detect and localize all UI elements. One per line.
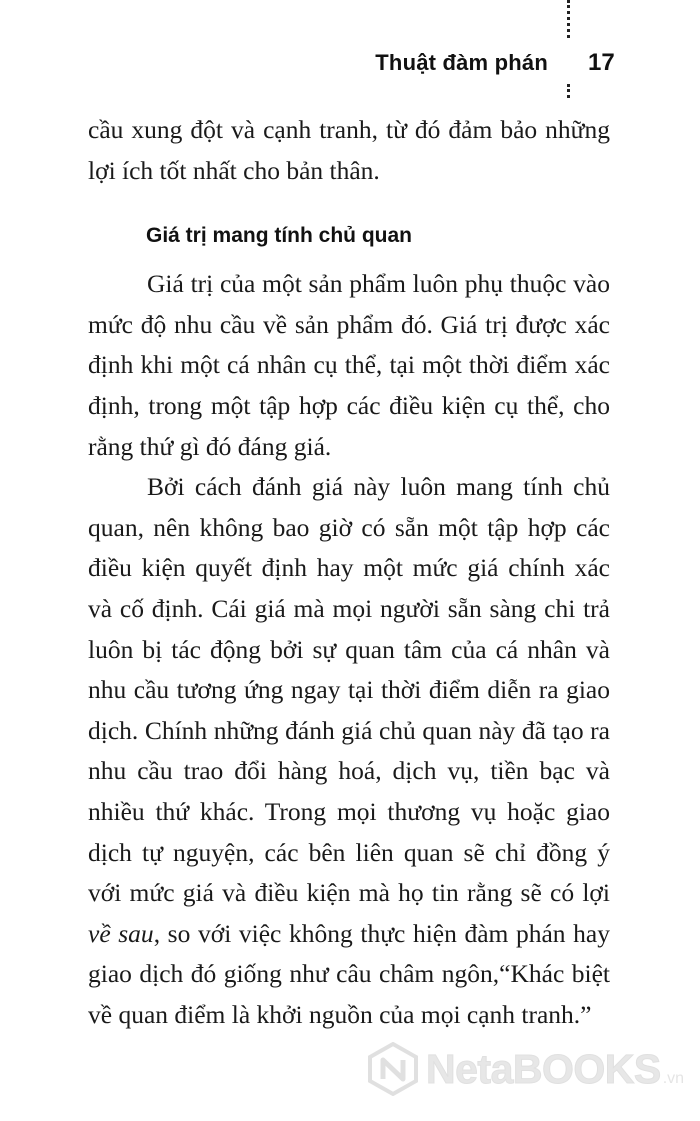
watermark: [366, 1042, 684, 1096]
page-body: [88, 110, 610, 1035]
section-gap: [88, 191, 610, 218]
watermark-suffix: .vn: [662, 1070, 685, 1087]
paragraph-2: [88, 467, 610, 1035]
page-number: 17: [588, 49, 615, 76]
paragraph-2-emphasis: về sau: [88, 918, 154, 948]
continuation-paragraph: cầu xung đột và cạnh tranh, từ đó đảm bảo những lợi ích tốt nhất cho bản thân.: [88, 115, 610, 185]
header-dotted-rule-bottom: [567, 84, 570, 98]
n-logo-icon: [366, 1042, 420, 1096]
paragraph-2-end: , so với việc không thực hiện đàm phán hay giao dịch đó giống như câu châm ngôn,“Khác biệt về quan điểm là khởi nguồn của mọi cạnh tranh.”: [88, 918, 610, 1029]
paragraph-2-start: Bởi cách đánh giá này luôn mang tính chủ quan, nên không bao giờ có sẵn một tập hợp các điều kiện quyết định hay một mức giá chính xác và cố định. Cái giá mà mọi người sẵn sàng chi trả luôn bị tác động bởi sự quan tâm của cá nhân và nhu cầu tương ứng ngay tại thời điểm diễn ra giao dịch. Chính những đánh giá chủ quan này đã tạo ra nhu cầu trao đổi hàng hoá, dịch vụ, tiền bạc và nhiều thứ khác. Trong mọi thương vụ hoặc giao dịch tự nguyện, các bên liên quan sẽ chỉ đồng ý với mức giá và điều kiện mà họ tin rằng sẽ có lợi: [88, 472, 610, 908]
paragraph-1: Giá trị của một sản phẩm luôn phụ thuộc vào mức độ nhu cầu về sản phẩm đó. Giá trị được xác định khi một cá nhân cụ thể, tại một thời điểm xác định, trong một tập hợp các điều kiện cụ thể, cho rằng thứ gì đó đáng giá.: [88, 269, 610, 461]
header-dotted-rule-top: [567, 0, 570, 38]
running-title: Thuật đàm phán: [375, 50, 548, 75]
section-heading: Giá trị mang tính chủ quan: [146, 224, 413, 248]
watermark-brand: NetaBOOKS: [426, 1045, 661, 1092]
